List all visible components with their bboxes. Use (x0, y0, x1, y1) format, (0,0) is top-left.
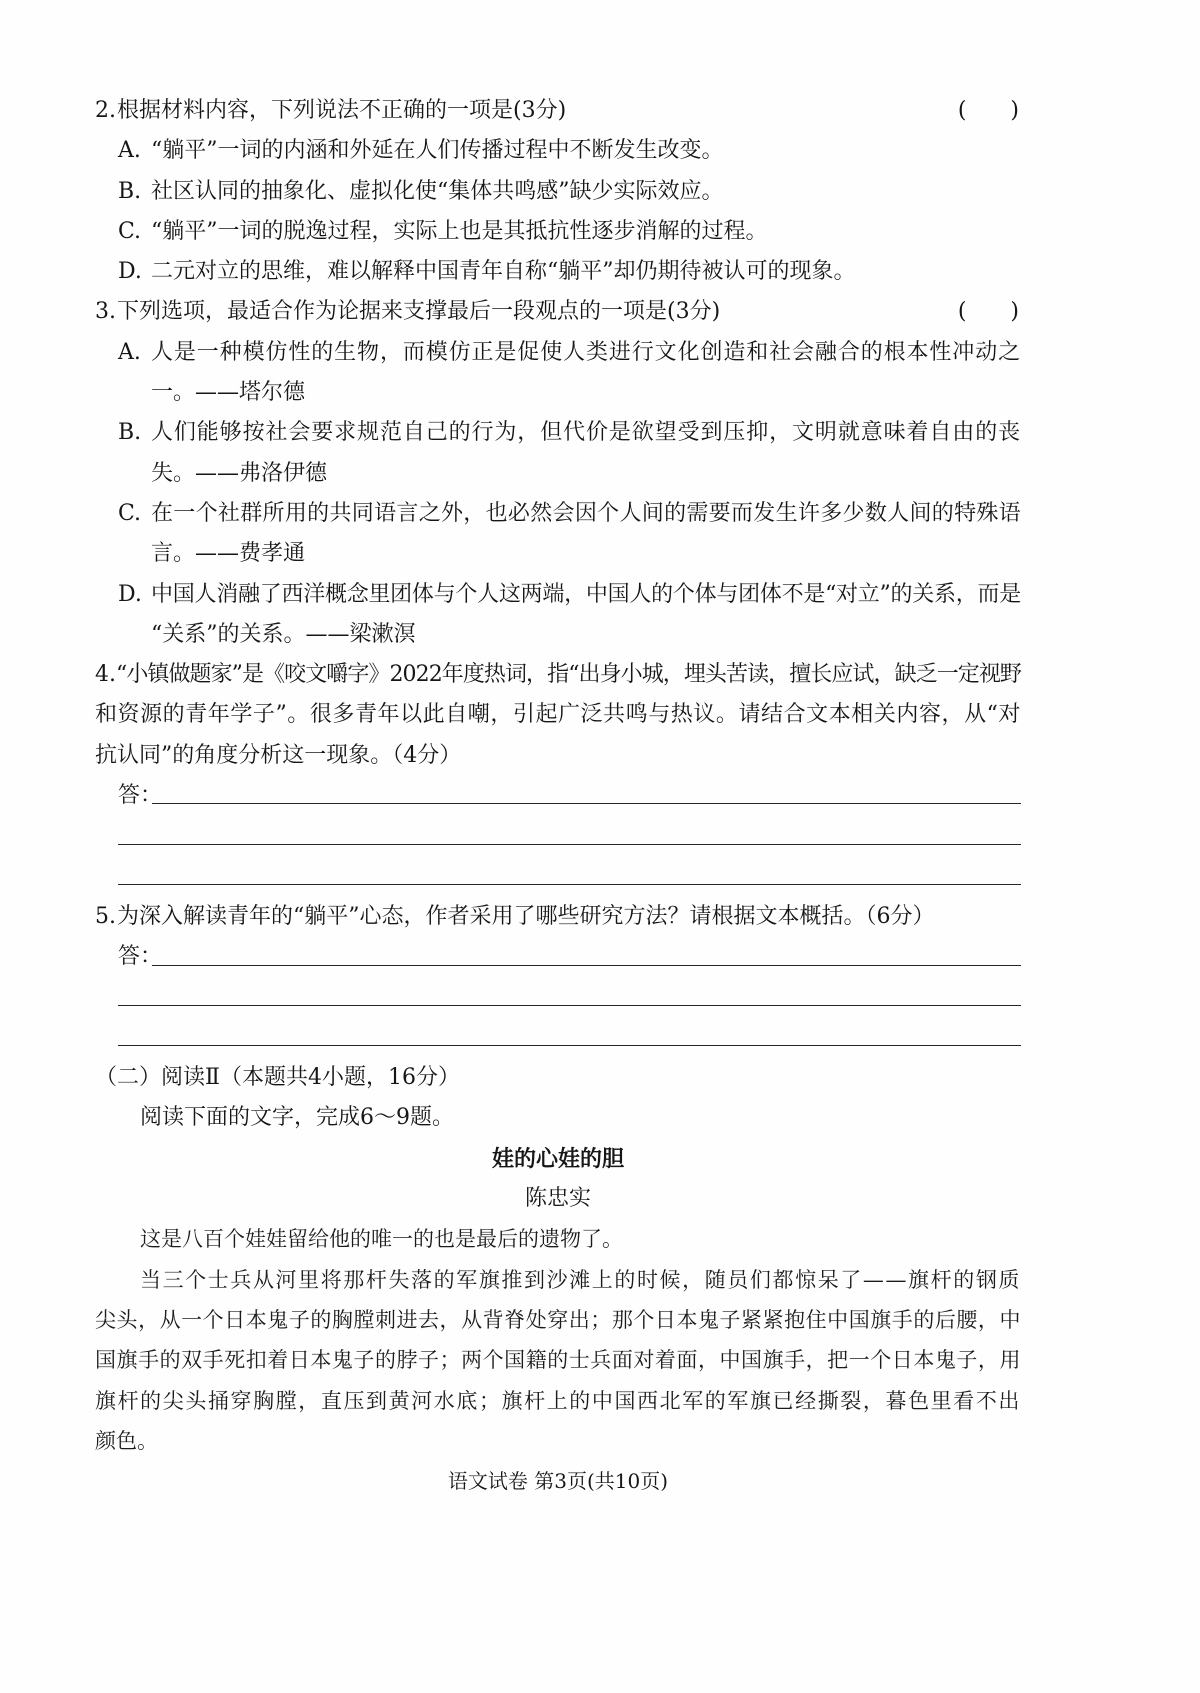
q2-option-c-label: C. (118, 218, 142, 244)
q2-option-a-cell (151, 131, 1021, 171)
story-paragraph-2 (95, 1260, 1021, 1461)
story-line-cell (140, 1260, 1021, 1300)
answer-line-2 (95, 978, 1021, 1018)
question-4-answer-area (95, 776, 1021, 897)
question-4 (95, 655, 1021, 897)
answer-label: 答： (118, 944, 163, 970)
story-line-cell (95, 1381, 1021, 1421)
story-line-text: 颜色。 (95, 1428, 158, 1453)
answer-line-2 (95, 816, 1021, 856)
q2-option-b-text: 社区认同的抽象化、虚拟化使“集体共鸣感”缺少实际效应。 (151, 178, 724, 204)
story-title-text: 娃的心娃的胆 (491, 1145, 624, 1172)
question-3 (95, 292, 1021, 655)
answer-line-3 (95, 1018, 1021, 1058)
answer-underline (118, 884, 1021, 885)
story-line-text: 尖头，从一个日本鬼子的胸膛刺进去，从背脊处穿出；那个日本鬼子紧紧抱住中国旗手的后腰，中 (95, 1307, 1021, 1332)
answer-line-1 (95, 937, 1021, 977)
answer-underline (118, 844, 1021, 845)
section-instruction-text: 阅读下面的文字，完成6～9题。 (140, 1105, 454, 1131)
question-4-cell-3 (95, 736, 1021, 776)
q2-option-d-label: D. (118, 259, 142, 285)
q3-option-b (95, 413, 1021, 494)
question-3-answer-bracket: ( ) (957, 299, 1019, 325)
answer-underline (152, 965, 1021, 966)
question-4-text-3: 抗认同”的角度分析这一现象。（4分） (95, 742, 462, 768)
page-footer (95, 1461, 1021, 1501)
q3-option-b-text-2: 失。——弗洛伊德 (151, 460, 328, 486)
q3-option-a-line-1 (95, 333, 1021, 373)
section-heading (95, 1058, 1021, 1098)
question-2-stem (95, 91, 1021, 131)
section-heading-text: （二）阅读Ⅱ（本题共4小题，16分） (95, 1065, 460, 1091)
answer-line-3 (95, 857, 1021, 897)
question-4-line-3 (95, 736, 1021, 776)
story-title (95, 1139, 1021, 1179)
story-paragraph-1 (95, 1219, 1021, 1259)
question-4-number: 4. (95, 662, 116, 688)
q2-option-d-cell (151, 252, 1021, 292)
story-line-text: 国旗手的双手死扣着日本鬼子的脖子；两个国籍的士兵面对着面，中国旗手，把一个日本鬼子，用 (95, 1348, 1021, 1373)
q3-option-c-label: C. (118, 500, 142, 526)
answer-label: 答： (118, 783, 163, 809)
q3-option-c-text-1: 在一个社群所用的共同语言之外，也必然会因个人间的需要而发生许多少数人间的特殊语 (151, 500, 1021, 526)
page-footer-text: 语文试卷 第3页(共10页) (447, 1469, 669, 1494)
q3-option-d-line-1 (95, 575, 1021, 615)
question-4-text-2: 和资源的青年学子”。很多青年以此自嘲，引起广泛共鸣与热议。请结合文本相关内容，从“对 (95, 702, 1021, 728)
question-5 (95, 897, 1021, 1058)
question-4-line-1 (95, 655, 1021, 695)
q3-option-d-label: D. (118, 581, 142, 607)
question-5-answer-area (95, 937, 1021, 1058)
q3-option-d (95, 575, 1021, 656)
q2-option-b (95, 172, 1021, 212)
question-5-cell (117, 897, 1021, 937)
story-line-cell (95, 1300, 1021, 1340)
question-3-stem (95, 292, 1021, 332)
story-line-text: 旗杆的尖头捅穿胸膛，直压到黄河水底；旗杆上的中国西北军的军旗已经撕裂，暮色里看不出 (95, 1388, 1021, 1413)
q3-option-d-cell-1 (151, 575, 1021, 615)
q2-option-c (95, 212, 1021, 252)
q2-option-a-label: A. (118, 138, 141, 164)
story-line (95, 1381, 1021, 1421)
question-4-cell-1 (116, 655, 1021, 695)
question-4-text-1: “小镇做题家”是《咬文嚼字》2022年度热词，指“出身小城，埋头苦读，擅长应试，缺乏一定视野 (116, 662, 1021, 688)
q3-option-d-cell-2 (151, 615, 1021, 655)
q3-option-c-line-2 (95, 534, 1021, 574)
q3-option-b-cell-2 (151, 454, 1021, 494)
story-line (95, 1421, 1021, 1461)
question-2-number: 2. (95, 98, 116, 123)
q3-option-b-cell-1 (151, 413, 1021, 453)
story-author (95, 1179, 1021, 1219)
question-5-number: 5. (95, 903, 116, 929)
question-3-text: 下列选项，最适合作为论据来支撑最后一段观点的一项是(3分) (117, 299, 721, 325)
q3-option-a-cell-2 (151, 373, 1021, 413)
q3-option-a (95, 333, 1021, 414)
story-line-text: 当三个士兵从河里将那杆失落的军旗推到沙滩上的时候，随员们都惊呆了——旗杆的钢质 (140, 1267, 1021, 1292)
q3-option-b-line-2 (95, 454, 1021, 494)
q2-option-c-text: “躺平”一词的脱逸过程，实际上也是其抵抗性逐步消解的过程。 (151, 218, 768, 244)
q2-option-b-label: B. (118, 178, 142, 204)
question-4-cell-2 (95, 695, 1021, 735)
question-4-line-2 (95, 695, 1021, 735)
q2-option-a-text: “躺平”一词的内涵和外延在人们传播过程中不断发生改变。 (151, 138, 724, 164)
reading-section-2 (95, 1058, 1021, 1461)
q3-option-c-line-1 (95, 494, 1021, 534)
q2-option-d-text: 二元对立的思维，难以解释中国青年自称“躺平”却仍期待被认可的现象。 (151, 259, 856, 285)
q3-option-a-line-2 (95, 373, 1021, 413)
q3-option-b-line-1 (95, 413, 1021, 453)
q3-option-d-line-2 (95, 615, 1021, 655)
q3-option-a-cell-1 (151, 333, 1021, 373)
answer-underline (118, 1045, 1021, 1046)
question-5-stem (95, 897, 1021, 937)
story-author-text: 陈忠实 (524, 1186, 591, 1212)
story-line-text: 这是八百个娃娃留给他的唯一的也是最后的遗物了。 (140, 1227, 623, 1252)
answer-underline (118, 1005, 1021, 1006)
question-2-answer-bracket: ( ) (957, 98, 1019, 123)
answer-underline (152, 803, 1021, 804)
q3-option-c-cell-2 (151, 534, 1021, 574)
q3-option-c-text-2: 言。——费孝通 (151, 541, 306, 567)
q2-option-c-cell (151, 212, 1021, 252)
story-line-cell (95, 1340, 1021, 1380)
q3-option-d-text-1: 中国人消融了西洋概念里团体与个人这两端，中国人的个体与团体不是“对立”的关系，而是 (151, 581, 1021, 607)
question-2-text: 根据材料内容，下列说法不正确的一项是(3分) (117, 98, 567, 123)
story-line (95, 1300, 1021, 1340)
page-content (95, 91, 1021, 1501)
section-instruction (95, 1098, 1021, 1138)
q3-option-c-cell-1 (151, 494, 1021, 534)
question-2 (95, 91, 1021, 292)
q2-option-a (95, 131, 1021, 171)
q3-option-a-text-2: 一。——塔尔德 (151, 380, 306, 406)
q3-option-a-text-1: 人是一种模仿性的生物，而模仿正是促使人类进行文化创造和社会融合的根本性冲动之 (151, 339, 1021, 365)
question-3-number: 3. (95, 299, 116, 325)
story-line (95, 1340, 1021, 1380)
q3-option-c (95, 494, 1021, 575)
answer-line-1 (95, 776, 1021, 816)
q2-option-b-cell (151, 172, 1021, 212)
q3-option-b-text-1: 人们能够按社会要求规范自己的行为，但代价是欲望受到压抑，文明就意味着自由的丧 (151, 420, 1021, 446)
question-5-text: 为深入解读青年的“躺平”心态，作者采用了哪些研究方法？请根据文本概括。（6分） (117, 903, 935, 929)
story-line-cell (140, 1219, 1021, 1259)
story-line (95, 1219, 1021, 1259)
q2-option-d (95, 252, 1021, 292)
q3-option-a-label: A. (118, 339, 141, 365)
q3-option-d-text-2: “关系”的关系。——梁漱溟 (151, 621, 416, 647)
story-line-cell (95, 1421, 1021, 1461)
story-line (95, 1260, 1021, 1300)
q3-option-b-label: B. (118, 420, 142, 446)
